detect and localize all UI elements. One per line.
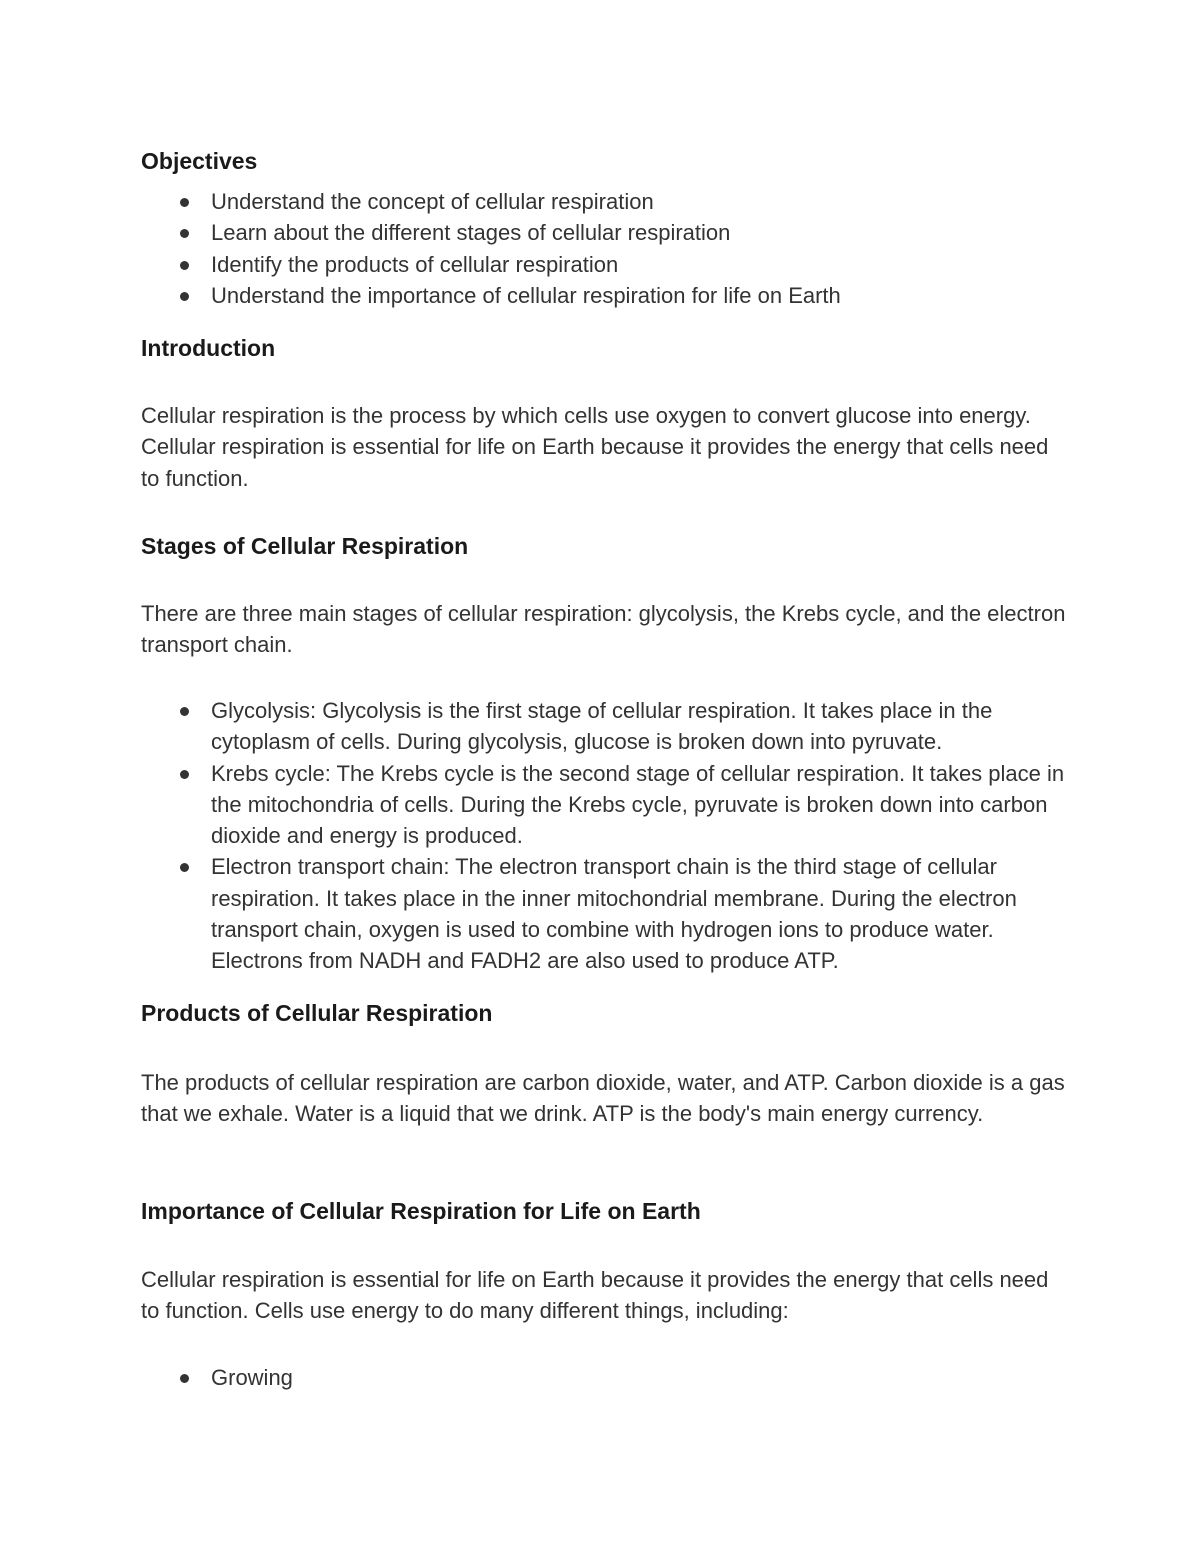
bullet-icon <box>180 1374 189 1383</box>
bullet-icon <box>180 863 189 872</box>
list-item: Identify the products of cellular respiration <box>141 249 1066 280</box>
bullet-icon <box>180 229 189 238</box>
list-item: Learn about the different stages of cellular respiration <box>141 217 1066 248</box>
objectives-heading: Objectives <box>141 148 258 174</box>
list-item: Growing <box>141 1362 1066 1393</box>
bullet-icon <box>180 707 189 716</box>
bullet-icon <box>180 292 189 301</box>
list-item: Glycolysis: Glycolysis is the first stage of cellular respiration. It takes place in the cytoplasm of cells. During glycolysis, glucose is broken down into pyruvate. <box>141 695 1066 758</box>
stages-paragraph: There are three main stages of cellular respiration: glycolysis, the Krebs cycle, and the electron transport chain. <box>141 601 1066 658</box>
list-item: Krebs cycle: The Krebs cycle is the second stage of cellular respiration. It takes place in the mitochondria of cells. During the Krebs cycle, pyruvate is broken down into carbon dioxide and energy is produced. <box>141 758 1066 852</box>
bullet-icon <box>180 261 189 270</box>
importance-paragraph: Cellular respiration is essential for life on Earth because it provides the energy that cells need to function. Cells use energy to do many different things, including: <box>141 1267 1049 1324</box>
list-item: Electron transport chain: The electron transport chain is the third stage of cellular respiration. It takes place in the inner mitochondrial membrane. During the electron transport chain, oxygen is used to combine with hydrogen ions to produce water. Electrons from NADH and FADH2 are also used to produce ATP. <box>141 851 1066 976</box>
bullet-icon <box>180 770 189 779</box>
stages-list <box>141 695 1066 977</box>
products-heading: Products of Cellular Respiration <box>141 1000 493 1026</box>
bullet-icon <box>180 198 189 207</box>
importance-heading: Importance of Cellular Respiration for Life on Earth <box>141 1198 701 1224</box>
importance-list <box>141 1362 1066 1393</box>
stages-heading: Stages of Cellular Respiration <box>141 533 469 559</box>
introduction-paragraph: Cellular respiration is the process by which cells use oxygen to convert glucose into energy. Cellular respiration is essential for life on Earth because it provides the energy that cells need to function. <box>141 403 1049 491</box>
introduction-heading: Introduction <box>141 335 276 361</box>
objectives-list <box>141 186 1066 311</box>
products-paragraph: The products of cellular respiration are carbon dioxide, water, and ATP. Carbon dioxide is a gas that we exhale. Water is a liquid that we drink. ATP is the body's main energy currency. <box>141 1070 1065 1127</box>
list-item: Understand the importance of cellular respiration for life on Earth <box>141 280 1066 311</box>
list-item: Understand the concept of cellular respiration <box>141 186 1066 217</box>
